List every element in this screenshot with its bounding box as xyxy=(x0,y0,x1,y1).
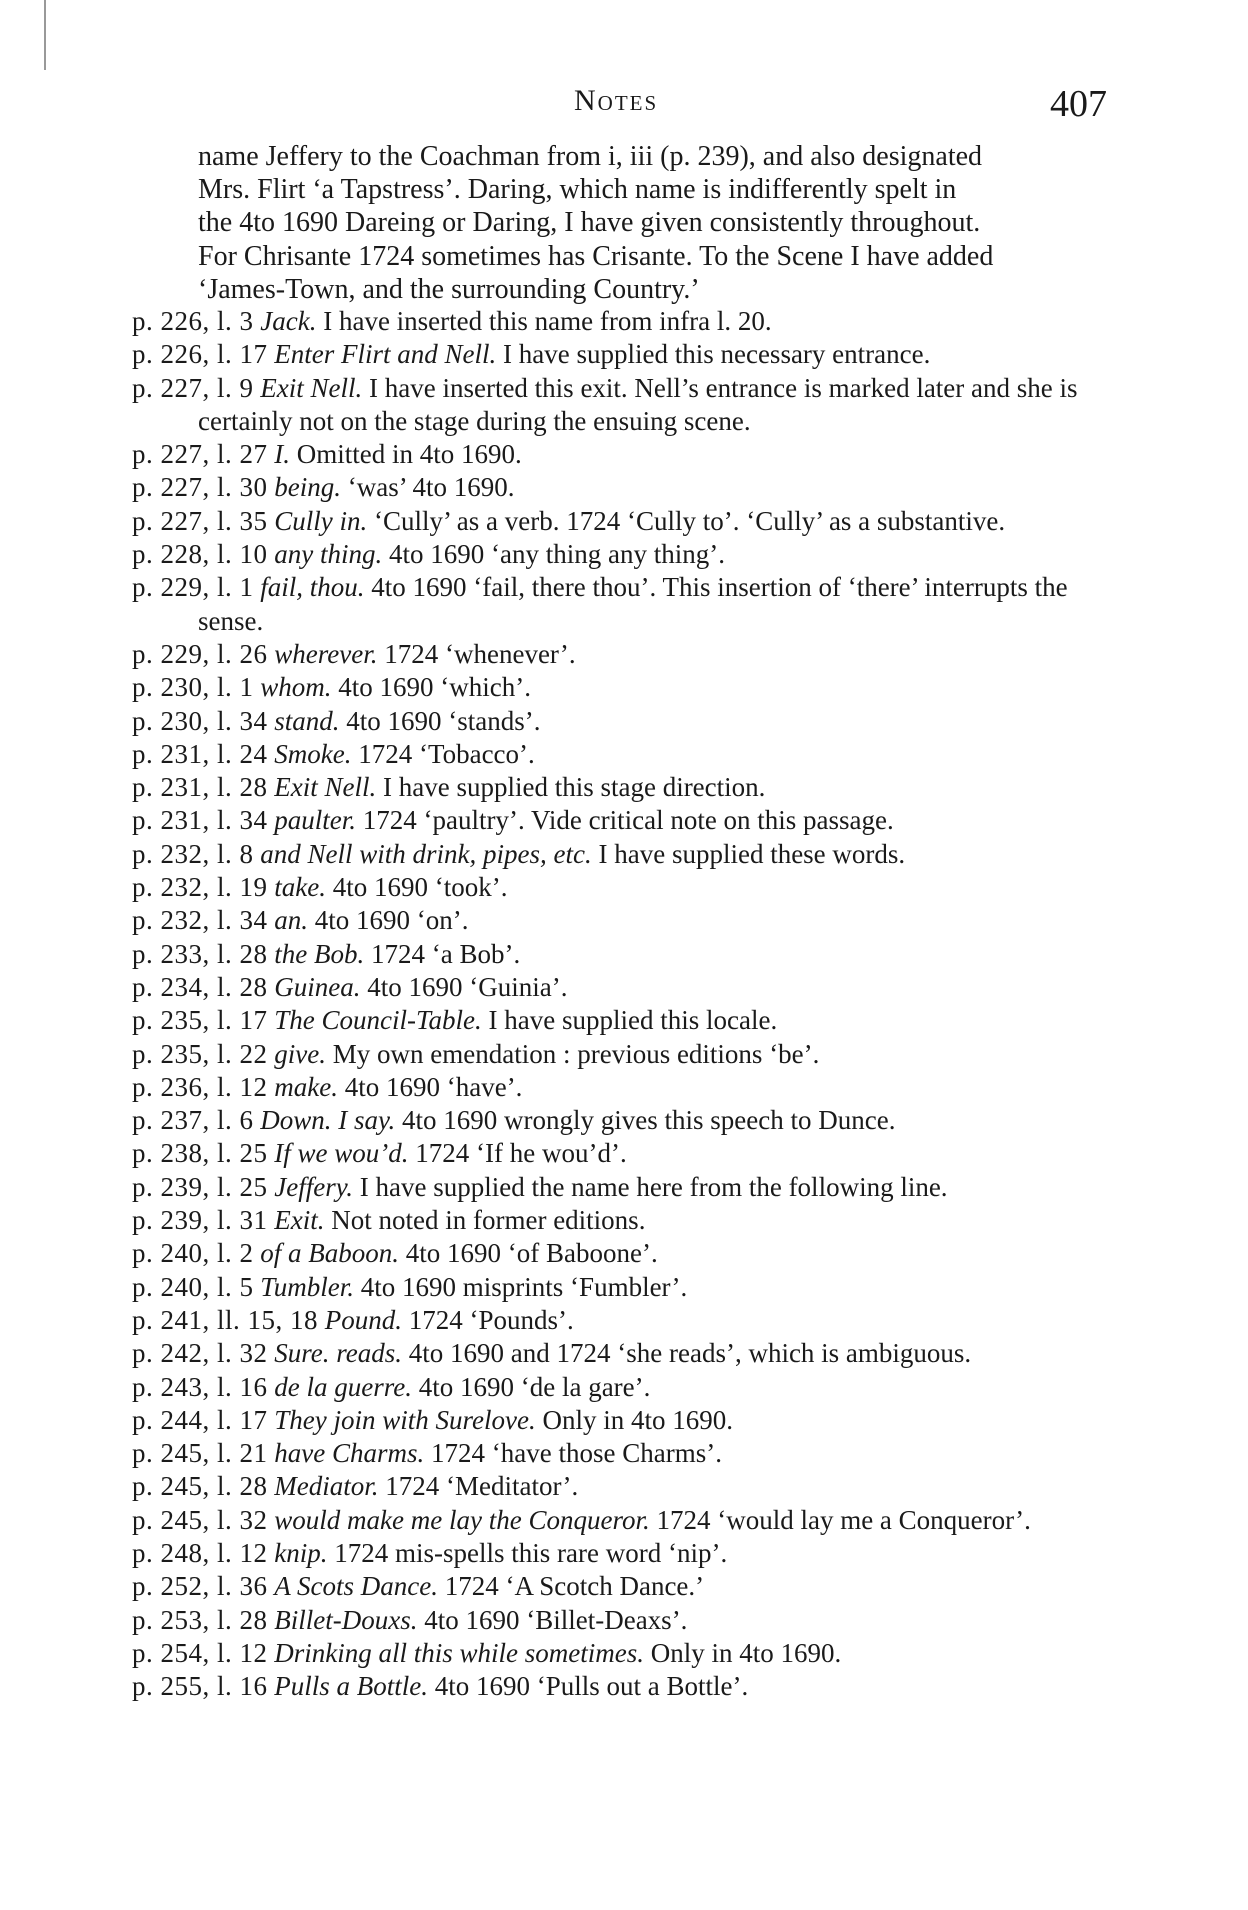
note-reference: p. 245, l. 21 xyxy=(132,1438,268,1469)
note-entry xyxy=(132,838,1132,871)
note-entry xyxy=(132,871,1132,904)
note-lemma: Cully in. xyxy=(274,505,368,536)
note-lemma: Smoke. xyxy=(274,738,352,769)
note-text: 4to 1690 wrongly gives this speech to Dunce. xyxy=(402,1105,896,1136)
note-reference: p. 231, l. 24 xyxy=(132,738,268,769)
note-entry xyxy=(132,505,1132,538)
note-lemma: If we wou’d. xyxy=(274,1138,409,1169)
note-reference: p. 227, l. 30 xyxy=(132,472,268,503)
note-lemma: Jack. xyxy=(260,306,317,336)
note-text: I have inserted this name from infra l. 20. xyxy=(323,306,772,336)
note-entry xyxy=(132,1537,1132,1570)
note-reference: p. 237, l. 6 xyxy=(132,1105,254,1136)
note-lemma: being. xyxy=(274,472,342,503)
note-entry xyxy=(132,1004,1132,1037)
note-entry xyxy=(132,804,1132,837)
note-reference: p. 235, l. 17 xyxy=(132,1005,268,1036)
note-reference: p. 242, l. 32 xyxy=(132,1338,268,1369)
note-lemma: the Bob. xyxy=(274,938,365,969)
note-reference: p. 234, l. 28 xyxy=(132,971,268,1002)
note-text: Only in 4to 1690. xyxy=(650,1637,842,1668)
note-reference: p. 248, l. 12 xyxy=(132,1537,268,1568)
note-reference: p. 227, l. 9 xyxy=(132,372,254,403)
note-lemma: of a Baboon. xyxy=(260,1238,400,1269)
note-entry xyxy=(132,438,1132,471)
note-text: 1724 ‘would lay me a Conqueror’. xyxy=(656,1504,1031,1535)
note-text: 4to 1690 ‘have’. xyxy=(344,1071,523,1102)
note-text: 4to 1690 ‘Pulls out a Bottle’. xyxy=(434,1671,749,1702)
note-text: 1724 ‘Meditator’. xyxy=(385,1471,579,1502)
note-reference: p. 255, l. 16 xyxy=(132,1671,268,1702)
note-lemma: give. xyxy=(274,1038,326,1069)
note-entry xyxy=(132,1137,1132,1170)
note-text: I have supplied this locale. xyxy=(488,1005,778,1036)
note-text: I have supplied these words. xyxy=(598,838,906,869)
note-reference: p. 240, l. 2 xyxy=(132,1238,254,1269)
note-text: I have supplied this stage direction. xyxy=(383,772,766,803)
note-lemma: Sure. reads. xyxy=(274,1338,403,1369)
note-reference: p. 227, l. 35 xyxy=(132,505,268,536)
intro-paragraph xyxy=(198,140,1118,306)
note-entry xyxy=(132,671,1132,704)
note-text: I have supplied this necessary entrance. xyxy=(503,339,931,370)
note-text: 4to 1690 ‘any thing any thing’. xyxy=(389,539,725,570)
note-lemma: Jeffery. xyxy=(274,1171,353,1202)
note-reference: p. 254, l. 12 xyxy=(132,1637,268,1668)
note-text: ‘Cully’ as a verb. 1724 ‘Cully to’. ‘Cully’ as a substantive. xyxy=(374,505,1006,536)
note-text: Only in 4to 1690. xyxy=(542,1404,733,1435)
note-lemma: paulter. xyxy=(274,805,357,836)
note-lemma: whom. xyxy=(260,672,332,703)
note-lemma: Exit Nell. xyxy=(274,772,377,803)
note-text: 4to 1690 ‘Guinia’. xyxy=(367,971,568,1002)
note-reference: p. 235, l. 22 xyxy=(132,1038,268,1069)
note-reference: p. 252, l. 36 xyxy=(132,1571,268,1602)
note-text: 4to 1690 ‘Billet-Deaxs’. xyxy=(424,1604,688,1635)
note-text: 4to 1690 misprints ‘Fumbler’. xyxy=(360,1271,688,1302)
note-lemma: wherever. xyxy=(274,638,378,669)
note-reference: p. 228, l. 10 xyxy=(132,539,268,570)
note-reference: p. 236, l. 12 xyxy=(132,1071,268,1102)
note-text: Not noted in former editions. xyxy=(331,1205,646,1236)
note-reference: p. 232, l. 8 xyxy=(132,838,254,869)
note-entry xyxy=(132,471,1132,504)
note-reference: p. 229, l. 26 xyxy=(132,638,268,669)
note-reference: p. 245, l. 28 xyxy=(132,1471,268,1502)
note-entry xyxy=(132,538,1132,571)
note-reference: p. 239, l. 25 xyxy=(132,1171,268,1202)
note-text: 4to 1690 ‘which’. xyxy=(338,672,531,703)
note-text: 4to 1690 and 1724 ‘she reads’, which is ambiguous. xyxy=(408,1338,972,1369)
note-lemma: de la guerre. xyxy=(274,1371,412,1402)
note-lemma: any thing. xyxy=(274,539,383,570)
note-entry xyxy=(132,1038,1132,1071)
note-entry xyxy=(132,1271,1132,1304)
note-lemma: fail, thou. xyxy=(260,572,365,603)
note-reference: p. 241, ll. 15, 18 xyxy=(132,1304,319,1335)
note-lemma: The Council-Table. xyxy=(274,1005,482,1036)
note-reference: p. 227, l. 27 xyxy=(132,439,268,470)
note-text: 1724 ‘have those Charms’. xyxy=(431,1438,722,1469)
note-entry xyxy=(132,938,1132,971)
note-lemma: Tumbler. xyxy=(260,1271,355,1302)
note-entry xyxy=(132,771,1132,804)
note-text: 4to 1690 ‘on’. xyxy=(314,905,469,936)
note-text: 1724 ‘If he wou’d’. xyxy=(415,1138,627,1169)
note-text: 4to 1690 ‘of Baboone’. xyxy=(405,1238,658,1269)
note-entry xyxy=(132,971,1132,1004)
note-text: My own emendation : previous editions ‘be’. xyxy=(332,1038,820,1069)
note-lemma: have Charms. xyxy=(274,1438,425,1469)
note-reference: p. 226, l. 3 xyxy=(132,306,254,336)
note-text: ‘was’ 4to 1690. xyxy=(347,472,515,503)
note-reference: p. 244, l. 17 xyxy=(132,1404,268,1435)
note-entry xyxy=(132,305,1132,338)
note-entry xyxy=(132,1371,1132,1404)
note-text: 1724 ‘A Scotch Dance.’ xyxy=(444,1571,705,1602)
note-lemma: make. xyxy=(274,1071,338,1102)
note-text: 4to 1690 ‘fail, there thou’. This insertion of ‘there’ interrupts the sense. xyxy=(198,572,1068,636)
note-lemma: Enter Flirt and Nell. xyxy=(274,339,497,370)
note-reference: p. 233, l. 28 xyxy=(132,938,268,969)
note-entry xyxy=(132,1104,1132,1137)
note-lemma: Down. I say. xyxy=(260,1105,396,1136)
scan-edge-mark xyxy=(44,0,46,70)
note-lemma: A Scots Dance. xyxy=(274,1571,438,1602)
note-text: 1724 ‘whenever’. xyxy=(384,638,576,669)
note-text: 1724 mis-spells this rare word ‘nip’. xyxy=(334,1537,728,1568)
note-reference: p. 229, l. 1 xyxy=(132,572,254,603)
note-reference: p. 239, l. 31 xyxy=(132,1205,268,1236)
intro-line: Mrs. Flirt ‘a Tapstress’. Daring, which name is indifferently spelt in xyxy=(198,174,957,206)
note-entry xyxy=(132,1470,1132,1503)
note-entry xyxy=(132,338,1132,371)
note-reference: p. 240, l. 5 xyxy=(132,1271,254,1302)
note-entry xyxy=(132,1670,1132,1703)
note-lemma: Guinea. xyxy=(274,971,361,1002)
note-entry xyxy=(132,1204,1132,1237)
note-lemma: Billet-Douxs. xyxy=(274,1604,418,1635)
note-reference: p. 230, l. 34 xyxy=(132,705,268,736)
note-reference: p. 245, l. 32 xyxy=(132,1504,268,1535)
note-entry xyxy=(132,1504,1132,1537)
note-lemma: Mediator. xyxy=(274,1471,379,1502)
page-number: 407 xyxy=(1050,83,1107,125)
note-lemma: Drinking all this while sometimes. xyxy=(274,1637,644,1668)
note-entry xyxy=(132,1437,1132,1470)
note-text: 1724 ‘Tobacco’. xyxy=(358,738,535,769)
note-text: 1724 ‘a Bob’. xyxy=(371,938,521,969)
note-reference: p. 226, l. 17 xyxy=(132,339,268,370)
note-entry xyxy=(132,1071,1132,1104)
note-entry xyxy=(132,1637,1132,1670)
note-lemma: Exit. xyxy=(274,1205,325,1236)
note-reference: p. 232, l. 34 xyxy=(132,905,268,936)
running-header xyxy=(0,84,1248,144)
note-text: Omitted in 4to 1690. xyxy=(296,439,522,470)
note-lemma: knip. xyxy=(274,1537,328,1568)
note-reference: p. 253, l. 28 xyxy=(132,1604,268,1635)
note-lemma: stand. xyxy=(274,705,340,736)
note-lemma: They join with Surelove. xyxy=(274,1404,536,1435)
note-entry xyxy=(132,1304,1132,1337)
note-entry xyxy=(132,1171,1132,1204)
note-entry xyxy=(132,638,1132,671)
note-text: 1724 ‘paultry’. Vide critical note on this passage. xyxy=(362,805,894,836)
note-reference: p. 232, l. 19 xyxy=(132,872,268,903)
note-lemma: Pulls a Bottle. xyxy=(274,1671,428,1702)
note-entry xyxy=(132,1237,1132,1270)
note-reference: p. 243, l. 16 xyxy=(132,1371,268,1402)
note-lemma: Exit Nell. xyxy=(260,372,363,403)
note-text: I have supplied the name here from the following line. xyxy=(359,1171,948,1202)
note-lemma: an. xyxy=(274,905,309,936)
note-lemma: I. xyxy=(274,439,291,470)
note-text: 4to 1690 ‘de la gare’. xyxy=(418,1371,651,1402)
note-reference: p. 230, l. 1 xyxy=(132,672,254,703)
note-text: 4to 1690 ‘stands’. xyxy=(346,705,541,736)
note-entry xyxy=(132,1404,1132,1437)
intro-line: For Chrisante 1724 sometimes has Crisante. To the Scene I have added xyxy=(198,240,994,272)
note-entry xyxy=(132,705,1132,738)
note-reference: p. 231, l. 28 xyxy=(132,772,268,803)
intro-line: the 4to 1690 Dareing or Daring, I have given consistently throughout. xyxy=(198,207,981,239)
note-entry xyxy=(132,904,1132,937)
note-lemma: take. xyxy=(274,872,326,903)
note-lemma: Pound. xyxy=(324,1304,403,1335)
note-text: 4to 1690 ‘took’. xyxy=(332,872,508,903)
note-reference: p. 238, l. 25 xyxy=(132,1138,268,1169)
notes-list xyxy=(132,305,1132,1703)
note-entry xyxy=(132,1337,1132,1370)
intro-line: ‘James-Town, and the surrounding Country.’ xyxy=(198,273,700,305)
note-entry xyxy=(132,372,1132,439)
note-entry xyxy=(132,1604,1132,1637)
note-text: I have inserted this exit. Nell’s entrance is marked later and she is certainly not on the stage during the ensuing scene. xyxy=(198,372,1078,436)
note-lemma: would make me lay the Conqueror. xyxy=(274,1504,650,1535)
note-entry xyxy=(132,1570,1132,1603)
note-lemma: and Nell with drink, pipes, etc. xyxy=(260,838,592,869)
page-title: Notes xyxy=(574,84,659,117)
note-text: 1724 ‘Pounds’. xyxy=(408,1304,574,1335)
note-entry xyxy=(132,738,1132,771)
intro-line: name Jeffery to the Coachman from i, iii (p. 239), and also designated xyxy=(198,141,983,172)
note-reference: p. 231, l. 34 xyxy=(132,805,268,836)
note-entry xyxy=(132,571,1132,638)
